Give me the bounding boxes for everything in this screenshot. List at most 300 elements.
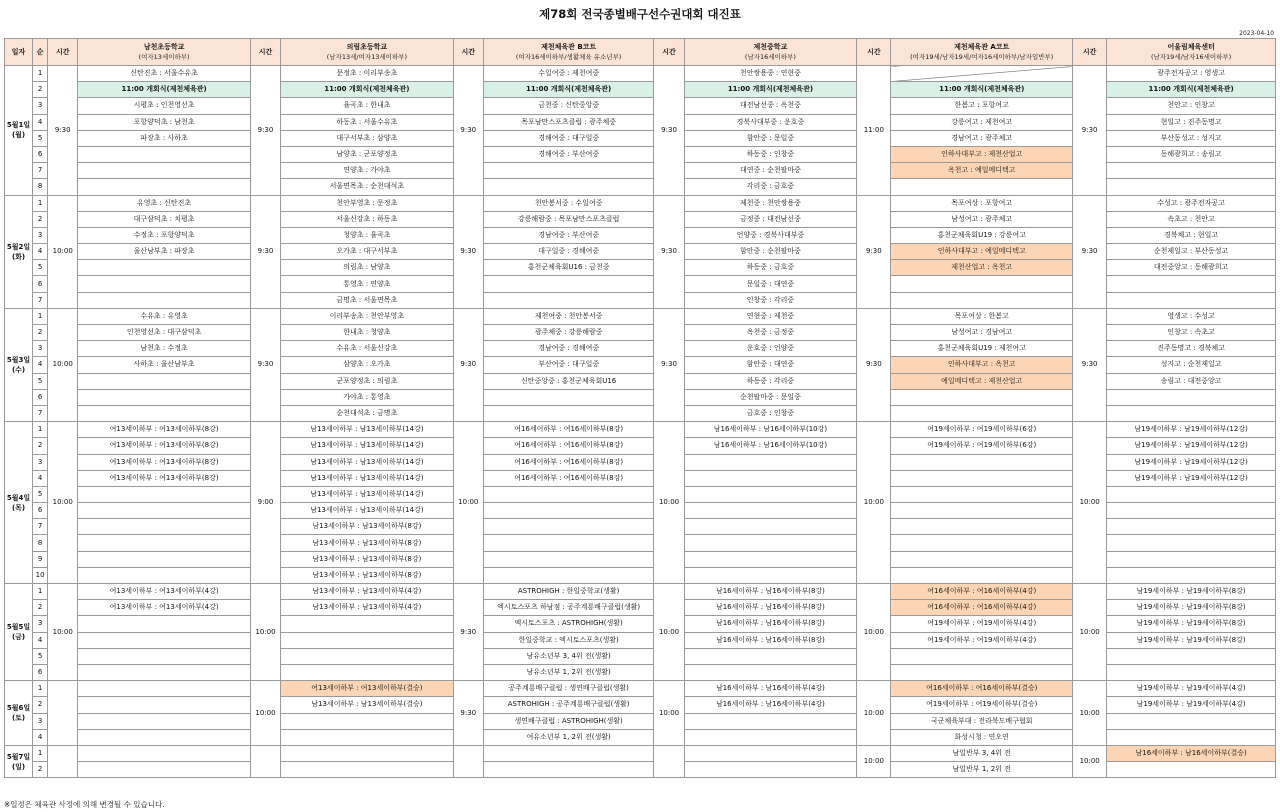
match-cell: 남19세이하부 : 남19세이하부(12강) [1107,470,1276,486]
header-venue [281,39,454,66]
match-cell [483,292,654,308]
header-venue [483,39,654,66]
match-cell: 삼양초 : 오가초 [281,357,454,373]
match-cell: 홍천군체육회U19 : 제천여고 [891,341,1073,357]
match-cell: 여19세이하부 : 여19세이하부(6강) [891,422,1073,438]
seq-cell: 1 [33,681,48,697]
match-cell: 엑시토스포츠 하남점 : 공주계룡배구클럽(생활) [483,600,654,616]
match-cell: 목포남만스포츠클럽 : 광주체중 [483,114,654,130]
match-cell: 신탄중앙중 : 홍천군체육회U16 [483,373,654,389]
match-cell: 각리중 : 금호중 [684,179,857,195]
header-time: 시간 [48,39,78,66]
seq-cell: 4 [33,244,48,260]
match-cell: 송림고 : 대전중앙고 [1107,373,1276,389]
match-cell: 강릉여고 : 제천여고 [891,114,1073,130]
venue-name: 제천중학교 [753,43,788,51]
day-cell: 5월7일 (일) [5,745,33,777]
match-cell: 여16세이하부 : 여16세이하부(8강) [483,438,654,454]
match-cell [1107,163,1276,179]
match-cell: 대구일중 : 경해여중 [483,244,654,260]
seq-cell: 1 [33,66,48,82]
day-cell: 5월1일 (월) [5,66,33,196]
time-cell: 9:30 [1073,308,1107,421]
match-cell: 대구삼덕초 : 치평초 [78,211,251,227]
seq-cell: 2 [33,600,48,616]
match-cell: 여13세이하부 : 여13세이하부(8강) [78,438,251,454]
match-cell [1107,292,1276,308]
venue-division: (남자16세이하부) [744,53,796,61]
header-time: 시간 [857,39,891,66]
time-cell: 9:30 [857,308,891,421]
seq-cell: 1 [33,195,48,211]
time-cell: 9:30 [250,66,280,196]
match-cell: 제천산업고 : 옥천고 [891,260,1073,276]
match-cell: 현일고 : 진주동명고 [1107,114,1276,130]
match-cell: 남13세이하부 : 남13세이하부(8강) [281,551,454,567]
match-cell [281,762,454,778]
header-venue [78,39,251,66]
match-cell: 한일중학교 : 엑시토스포츠(생활) [483,632,654,648]
seq-cell: 1 [33,584,48,600]
header-day: 일자 [5,39,33,66]
venue-name: 의림초등학교 [346,43,388,51]
header-venue [1107,39,1276,66]
match-cell: 천안쌍용중 : 연현중 [684,66,857,82]
header-seq: 순 [33,39,48,66]
time-cell: 9:30 [453,308,483,421]
match-cell [891,292,1073,308]
day-cell: 5월3일 (수) [5,308,33,421]
match-cell [891,66,1073,82]
match-cell: 남일반부 1, 2위 전 [891,762,1073,778]
match-cell: 남16세이하부 : 남16세이하부(10강) [684,438,857,454]
match-cell: 하동중 : 각리중 [684,373,857,389]
match-cell: 여13세이하부 : 여13세이하부(4강) [78,600,251,616]
match-cell [78,762,251,778]
match-cell: 함안중 : 문일중 [684,130,857,146]
seq-cell: 5 [33,260,48,276]
match-cell: 남13세이하부 : 남13세이하부(8강) [281,535,454,551]
seq-cell: 4 [33,357,48,373]
match-cell: 문일중 : 대연중 [684,276,857,292]
match-cell: 여13세이하부 : 여13세이하부(4강) [78,584,251,600]
match-cell [281,648,454,664]
seq-cell: 4 [33,632,48,648]
match-cell: 통영초 : 연양초 [281,276,454,292]
venue-division: (여자13세이하부) [138,53,190,61]
match-cell: 여19세이하부 : 여19세이하부(결승) [891,697,1073,713]
match-cell [891,648,1073,664]
match-cell: 하동중 : 금호중 [684,260,857,276]
venue-division: (남자19세/남자16세이하부) [1150,53,1232,61]
time-cell: 10:00 [48,308,78,421]
match-cell [684,486,857,502]
match-cell: 남19세이하부 : 남19세이하부(4강) [1107,697,1276,713]
match-cell [1107,713,1276,729]
seq-cell: 1 [33,745,48,761]
seq-cell: 4 [33,470,48,486]
match-cell [281,632,454,648]
match-cell: 동해광희고 : 송림고 [1107,146,1276,162]
match-cell [78,179,251,195]
match-cell: 여16세이하부 : 여16세이하부(8강) [483,454,654,470]
time-cell: 9:30 [654,66,684,196]
table-row [5,422,1276,438]
seq-cell: 6 [33,389,48,405]
venue-division: (여자19세/남자19세/여자16세이하부/남자일반부) [910,53,1054,61]
seq-cell: 2 [33,82,48,98]
day-cell: 5월4일 (목) [5,422,33,584]
match-cell: 여19세이하부 : 여19세이하부(4강) [891,616,1073,632]
match-cell [891,664,1073,680]
match-cell: 여16세이하부 : 여16세이하부(8강) [483,422,654,438]
match-cell: 서울신강초 : 하동초 [281,211,454,227]
match-cell: 남일반부 3, 4위 전 [891,745,1073,761]
match-cell: 인하사대부고 : 옥천고 [891,357,1073,373]
match-cell: 인천영선초 : 대구삼덕초 [78,325,251,341]
match-cell [891,535,1073,551]
time-cell: 9:30 [453,195,483,308]
match-cell: 오가초 : 대구서부초 [281,244,454,260]
match-cell: 포항양덕초 : 남천초 [78,114,251,130]
match-cell: 남19세이하부 : 남19세이하부(12강) [1107,454,1276,470]
match-cell [78,729,251,745]
table-row [5,745,1276,761]
match-cell: 함안중 : 대연중 [684,357,857,373]
venue-division: (남자13세/여자13세이하부) [326,53,408,61]
match-cell [891,454,1073,470]
match-cell: 남13세이하부 : 남13세이하부(14강) [281,470,454,486]
match-cell: 파장초 : 사하초 [78,130,251,146]
match-cell: 여16세이하부 : 여16세이하부(8강) [483,470,654,486]
time-cell: 10:00 [48,195,78,308]
match-cell: 경남여중 : 경해여중 [483,341,654,357]
match-cell: 남16세이하부 : 남16세이하부(4강) [684,681,857,697]
match-cell [78,535,251,551]
match-cell [891,486,1073,502]
match-cell [281,713,454,729]
seq-cell: 8 [33,535,48,551]
match-cell [78,697,251,713]
seq-cell: 6 [33,664,48,680]
match-cell: ASTROHIGH : 공주계룡배구클럽(생활) [483,697,654,713]
match-cell [1107,503,1276,519]
match-cell: 제천중 : 천안쌍용중 [684,195,857,211]
match-cell [684,648,857,664]
time-cell [654,745,684,777]
match-cell [78,373,251,389]
match-cell: 남13세이하부 : 남13세이하부(결승) [281,697,454,713]
time-cell: 9:30 [654,308,684,421]
match-cell: 함안중 : 순천팔마중 [684,244,857,260]
seq-cell: 6 [33,146,48,162]
match-cell: 남16세이하부 : 남16세이하부(4강) [684,697,857,713]
seq-cell: 3 [33,341,48,357]
match-cell [483,551,654,567]
match-cell: 여19세이하부 : 여19세이하부(4강) [891,632,1073,648]
match-cell: 광주체중 : 강릉해람중 [483,325,654,341]
match-cell [281,616,454,632]
match-cell: 의림초 : 남양초 [281,260,454,276]
time-cell: 10:00 [1073,681,1107,746]
time-cell: 10:00 [250,681,280,746]
seq-cell: 8 [33,179,48,195]
match-cell: 유영초 : 신탄진초 [78,195,251,211]
header-venue [891,39,1073,66]
match-cell: 금호중 : 인창중 [684,405,857,421]
match-cell [483,567,654,583]
match-cell: 사하초 : 울산남부초 [78,357,251,373]
match-cell: 대전남선중 : 옥천중 [684,98,857,114]
match-cell: 진주동명고 : 경북체고 [1107,341,1276,357]
match-cell: 인하사대부고 : 예일메디텍고 [891,244,1073,260]
match-cell: 부산동성고 : 성지고 [1107,130,1276,146]
match-cell [483,486,654,502]
time-cell: 10:00 [1073,745,1107,777]
match-cell: 금정중 : 대전남선중 [684,211,857,227]
match-cell: 남19세이하부 : 남19세이하부(4강) [1107,681,1276,697]
seq-cell: 7 [33,519,48,535]
seq-cell: 5 [33,486,48,502]
time-cell: 10:00 [857,745,891,777]
match-cell [684,503,857,519]
match-cell [78,745,251,761]
match-cell [78,486,251,502]
time-cell: 9:30 [453,681,483,746]
match-cell: 남13세이하부 : 남13세이하부(14강) [281,454,454,470]
match-cell: 남성여고 : 광주체고 [891,211,1073,227]
match-cell [1107,389,1276,405]
match-cell: 순천대석초 : 금명초 [281,405,454,421]
match-cell: 남유소년부 1, 2위 전(생활) [483,664,654,680]
match-cell: 청양초 : 율곡초 [281,227,454,243]
match-cell: 남16세이하부 : 남16세이하부(8강) [684,616,857,632]
match-cell [684,762,857,778]
match-cell: 생연배구클럽 : ASTROHIGH(생활) [483,713,654,729]
match-cell: 남16세이하부 : 남16세이하부(8강) [684,584,857,600]
time-cell: 9:00 [250,422,280,584]
match-cell: 남양초 : 군포양정초 [281,146,454,162]
header-time: 시간 [250,39,280,66]
match-cell: 문정초 : 이리부송초 [281,66,454,82]
match-cell [684,470,857,486]
match-cell: 연현중 : 제천중 [684,308,857,324]
match-cell: 부산여중 : 대구일중 [483,357,654,373]
match-cell [1107,179,1276,195]
match-cell [281,729,454,745]
match-cell [281,745,454,761]
match-cell: 순천팔마중 : 문일중 [684,389,857,405]
day-cell: 5월2일 (화) [5,195,33,308]
time-cell: 9:30 [453,66,483,196]
header-time: 시간 [654,39,684,66]
match-cell: 경북사대부중 : 운호중 [684,114,857,130]
time-cell: 10:00 [48,584,78,681]
match-cell [483,276,654,292]
time-cell [48,681,78,746]
time-cell: 9:30 [1073,195,1107,308]
match-cell [684,551,857,567]
match-cell: 남13세이하부 : 남13세이하부(4강) [281,600,454,616]
match-cell: 남13세이하부 : 남13세이하부(14강) [281,486,454,502]
time-cell: 9:30 [1073,66,1107,196]
match-cell [78,146,251,162]
match-cell: 금천중 : 신탄중앙중 [483,98,654,114]
match-cell: 천안고 : 인창고 [1107,98,1276,114]
seq-cell: 10 [33,567,48,583]
match-cell [684,729,857,745]
venue-name: 어울림체육센터 [1167,43,1215,51]
seq-cell: 2 [33,325,48,341]
match-cell: 금명초 : 서울면목초 [281,292,454,308]
match-cell [78,519,251,535]
match-cell [1107,519,1276,535]
match-cell [78,713,251,729]
match-cell [78,648,251,664]
match-cell [78,664,251,680]
match-cell [891,389,1073,405]
time-cell: 10:00 [857,422,891,584]
match-cell: 여13세이하부 : 여13세이하부(8강) [78,470,251,486]
match-cell [891,405,1073,421]
seq-cell: 3 [33,454,48,470]
seq-cell: 7 [33,405,48,421]
match-cell: 여유소년부 1, 2위 전(생활) [483,729,654,745]
match-cell [891,179,1073,195]
match-cell [684,519,857,535]
table-row [5,308,1276,324]
match-cell: 수성고 : 광주전자공고 [1107,195,1276,211]
venue-name: 제천체육관 A코트 [954,43,1010,51]
match-cell: 경남여중 : 부산여중 [483,227,654,243]
match-cell: 대전중앙고 : 동해광희고 [1107,260,1276,276]
match-cell: 경해여중 : 부산여중 [483,146,654,162]
time-cell: 9:30 [453,584,483,681]
match-cell: 수유초 : 유영초 [78,308,251,324]
time-cell: 9:30 [654,195,684,308]
match-cell: 남16세이하부 : 남16세이하부(8강) [684,600,857,616]
seq-cell: 9 [33,551,48,567]
seq-cell: 3 [33,227,48,243]
match-cell: 여13세이하부 : 여13세이하부(8강) [78,422,251,438]
match-cell: 홍천군체육회U19 : 강릉여고 [891,227,1073,243]
match-cell: 신탄진초 : 서울수유초 [78,66,251,82]
match-cell: 옥천고 : 예일메디텍고 [891,163,1073,179]
match-cell [483,762,654,778]
match-cell [78,276,251,292]
day-cell: 5월5일 (금) [5,584,33,681]
seq-cell: 7 [33,163,48,179]
document-date: 2023-04-10 [1239,30,1274,37]
match-cell: 홍천군체육회U16 : 금천중 [483,260,654,276]
table-row [5,681,1276,697]
match-cell: 남16세이하부 : 남16세이하부(8강) [684,632,857,648]
match-cell: 남13세이하부 : 남13세이하부(14강) [281,503,454,519]
match-cell: 대연중 : 순천팔마중 [684,163,857,179]
match-cell [684,713,857,729]
seq-cell: 6 [33,276,48,292]
seq-cell: 7 [33,292,48,308]
match-cell: 시평초 : 인천영선초 [78,98,251,114]
match-cell [1107,567,1276,583]
match-cell: 남19세이하부 : 남19세이하부(8강) [1107,616,1276,632]
match-cell: ASTROHIGH : 한일중학교(생활) [483,584,654,600]
time-cell: 10:00 [654,422,684,584]
seq-cell: 3 [33,713,48,729]
match-cell [78,503,251,519]
match-cell: 수정초 : 포항양덕초 [78,227,251,243]
match-cell: 목포여상 : 포항여고 [891,195,1073,211]
time-cell: 10:00 [857,584,891,681]
table-row [5,66,1276,82]
venue-name: 제천체육관 B코트 [541,43,597,51]
match-cell: 남19세이하부 : 남19세이하부(8강) [1107,584,1276,600]
match-cell: 11:00 개회식(제천체육관) [684,82,857,98]
match-cell [684,745,857,761]
match-cell: 남13세이하부 : 남13세이하부(8강) [281,567,454,583]
match-cell: 성지고 : 순천제일고 [1107,357,1276,373]
match-cell: 인하사대부고 : 제천산업고 [891,146,1073,162]
match-cell: 하동중 : 인창중 [684,146,857,162]
match-cell: 여13세이하부 : 여13세이하부(8강) [78,454,251,470]
match-cell: 남19세이하부 : 남19세이하부(8강) [1107,632,1276,648]
match-cell: 국군체육부대 : 전라북도배구협회 [891,713,1073,729]
match-cell: 경해여중 : 대구일중 [483,130,654,146]
time-cell: 10:00 [857,681,891,746]
match-cell [483,519,654,535]
match-cell: 여16세이하부 : 여16세이하부(결승) [891,681,1073,697]
match-cell: 남16세이하부 : 남16세이하부(결승) [1107,745,1276,761]
match-cell: 남천초 : 수정초 [78,341,251,357]
match-cell [891,567,1073,583]
match-cell: 옥천중 : 금정중 [684,325,857,341]
match-cell: 남19세이하부 : 남19세이하부(12강) [1107,438,1276,454]
match-cell: 인창고 : 속초고 [1107,325,1276,341]
seq-cell: 4 [33,114,48,130]
time-cell [453,745,483,777]
seq-cell: 5 [33,130,48,146]
match-cell: 대구서부초 : 삼양초 [281,130,454,146]
table-row [5,195,1276,211]
match-cell: 여13세이하부 : 여13세이하부(결승) [281,681,454,697]
match-cell [483,179,654,195]
time-cell [250,745,280,777]
match-cell: 영생고 : 수성고 [1107,308,1276,324]
match-cell: 남13세이하부 : 남13세이하부(14강) [281,422,454,438]
time-cell: 10:00 [1073,584,1107,681]
match-cell [78,567,251,583]
match-cell: 서울면목초 : 순천대석초 [281,179,454,195]
match-cell: 한봄고 : 포항여고 [891,98,1073,114]
match-cell [78,405,251,421]
seq-cell: 2 [33,438,48,454]
match-cell: 운호중 : 언양중 [684,341,857,357]
match-cell: 순천제일고 : 부산동성고 [1107,244,1276,260]
seq-cell: 5 [33,648,48,664]
match-cell [684,664,857,680]
time-cell: 10:00 [1073,422,1107,584]
match-cell [483,389,654,405]
match-cell [684,454,857,470]
match-cell [281,664,454,680]
time-cell: 9:30 [857,195,891,308]
day-cell: 5월6일 (토) [5,681,33,746]
match-cell: 11:00 개회식(제천체육관) [281,82,454,98]
header-venue [684,39,857,66]
match-cell: 남유소년부 3, 4위 전(생활) [483,648,654,664]
match-cell: 제천여중 : 천안봉서중 [483,308,654,324]
match-cell: 엑시토스포츠 : ASTROHIGH(생활) [483,616,654,632]
